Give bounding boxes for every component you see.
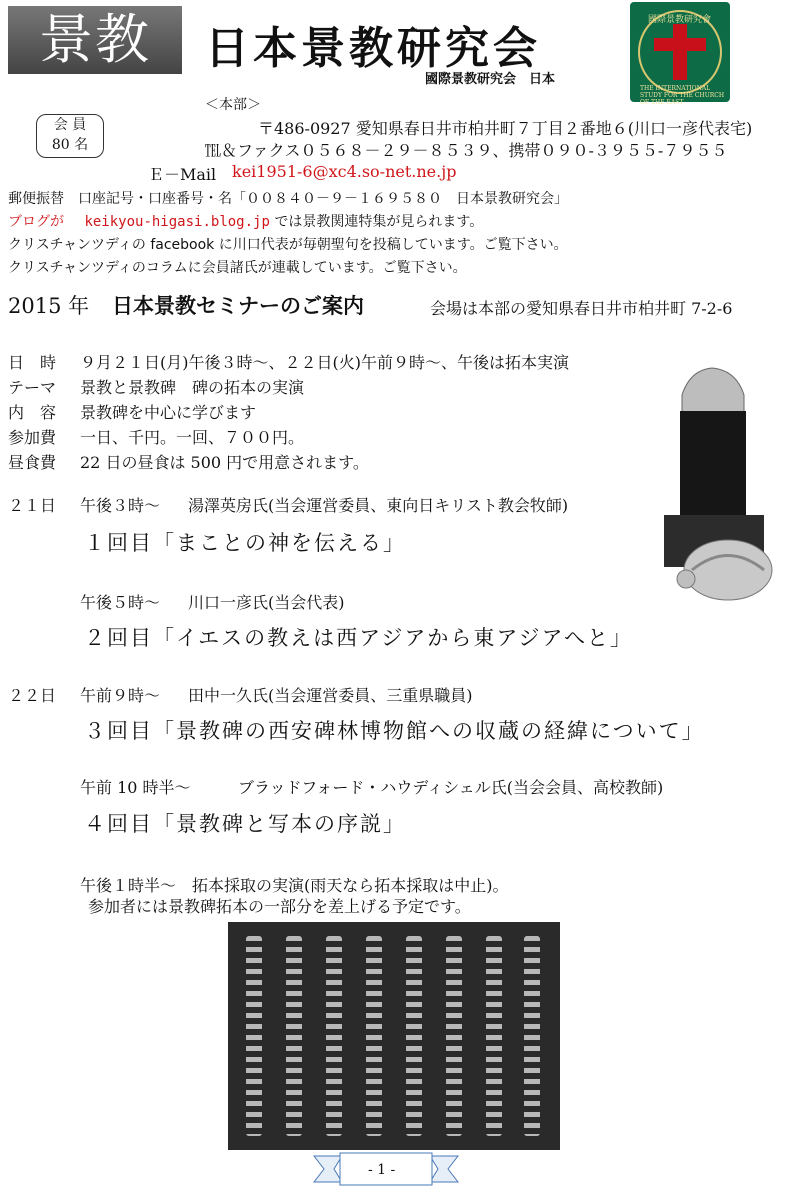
session2-speaker: 川口一彦氏(当会代表)	[188, 593, 345, 612]
session3-speaker: 田中一久氏(当会運営委員、三重県職員)	[188, 686, 473, 705]
seminar-venue: 会場は本部の愛知県春日井市柏井町 7-2-6	[430, 299, 733, 318]
detail-label-content: 内 容	[8, 403, 57, 422]
seal-text-top: 國際景教研究會	[648, 15, 712, 25]
detail-label-datetime: 日 時	[8, 353, 57, 372]
detail-value-lunch: 22 日の昼食は 500 円で用意されます。	[80, 453, 369, 472]
session1-title: １回目「まことの神を伝える」	[84, 531, 406, 555]
detail-label-theme: テーマ	[8, 378, 57, 397]
email-link[interactable]: kei1951-6@xc4.so-net.ne.jp	[232, 162, 457, 181]
cross-icon	[673, 24, 687, 80]
facebook-note: クリスチャンツディの facebook に川口代表が毎朝聖句を投稿しています。ご覧下さい。	[8, 237, 568, 253]
session1-time: 午後３時～	[80, 496, 161, 515]
phone: ℡＆ファクス０５６８－２９－８５３９、携帯０９０‐３９５５‐７９５５	[205, 141, 728, 160]
blog-line	[8, 211, 483, 231]
blog-link[interactable]: keikyou-higasi.blog.jp	[84, 214, 270, 230]
session3-title: ３回目「景教碑の西安碑林博物館への収蔵の経緯について」	[84, 719, 705, 743]
session1-speaker: 湯澤英房氏(当会運営委員、東向日キリスト教会牧師)	[188, 496, 569, 515]
blog-label: ブログが	[8, 214, 64, 230]
rubbing-gift: 参加者には景教碑拓本の一部分を差上げる予定です。	[88, 897, 471, 916]
cross-icon-bar	[654, 38, 706, 51]
session2-title: ２回目「イエスの教えは西アジアから東アジアへと」	[84, 626, 634, 650]
detail-value-fee: 一日、千円。一回、７００円。	[80, 428, 305, 447]
logo: 景教	[8, 6, 182, 74]
seal-text-bottom: THE INTERNATIONAL STUDY FOR THE CHURCH OF THE EAST	[640, 85, 725, 106]
session4-title: ４回目「景教碑と写本の序説」	[84, 812, 406, 836]
detail-value-datetime: ９月２１日(月)午後３時～、２２日(火)午前９時～、午後は拓本実演	[80, 353, 569, 372]
detail-value-content: 景教碑を中心に学びます	[80, 403, 257, 422]
member-count-box	[36, 114, 104, 158]
page-subtitle: 國際景教研究会 日本	[425, 72, 556, 87]
member-count: 80 名	[51, 137, 89, 153]
session3-time: 午前９時～	[80, 686, 161, 705]
monument-image	[650, 365, 775, 605]
session4-time: 午前 10 時半～	[80, 778, 191, 797]
day1-label: ２１日	[8, 496, 57, 515]
honbu-label: ＜本部＞	[205, 97, 261, 113]
member-label: 会 員	[53, 117, 87, 133]
page-number: - 1 -	[368, 1162, 396, 1178]
column-note: クリスチャンツディのコラムに会員諸氏が連載しています。ご覧下さい。	[8, 260, 467, 276]
session4-speaker: ブラッドフォード・ハウディシェル氏(当会会員、高校教師)	[238, 778, 664, 797]
address: 〒486-0927 愛知県春日井市柏井町７丁目２番地６(川口一彦代表宅)	[258, 119, 753, 138]
detail-label-lunch: 昼食費	[8, 453, 57, 472]
seminar-title: 日本景教セミナーのご案内	[112, 294, 364, 318]
blog-text: では景教関連特集が見られます。	[274, 214, 484, 230]
detail-label-fee: 参加費	[8, 428, 57, 447]
seminar-year: 2015 年	[8, 294, 90, 318]
rubbing-demo: 午後１時半～ 拓本採取の実演(雨天なら拓本採取は中止)。	[80, 876, 509, 895]
detail-value-theme: 景教と景教碑 碑の拓本の実演	[80, 378, 305, 397]
session2-time: 午後５時～	[80, 593, 161, 612]
postal-transfer: 郵便振替 口座記号・口座番号・名「００８４０－９－１６９５８０ 日本景教研究会」	[8, 191, 568, 207]
page-title: 日本景教研究会	[205, 23, 541, 74]
day2-label: ２２日	[8, 686, 57, 705]
rubbing-image	[228, 922, 560, 1150]
email-label: Ｅ－Mail	[148, 165, 217, 184]
society-seal	[630, 2, 730, 106]
